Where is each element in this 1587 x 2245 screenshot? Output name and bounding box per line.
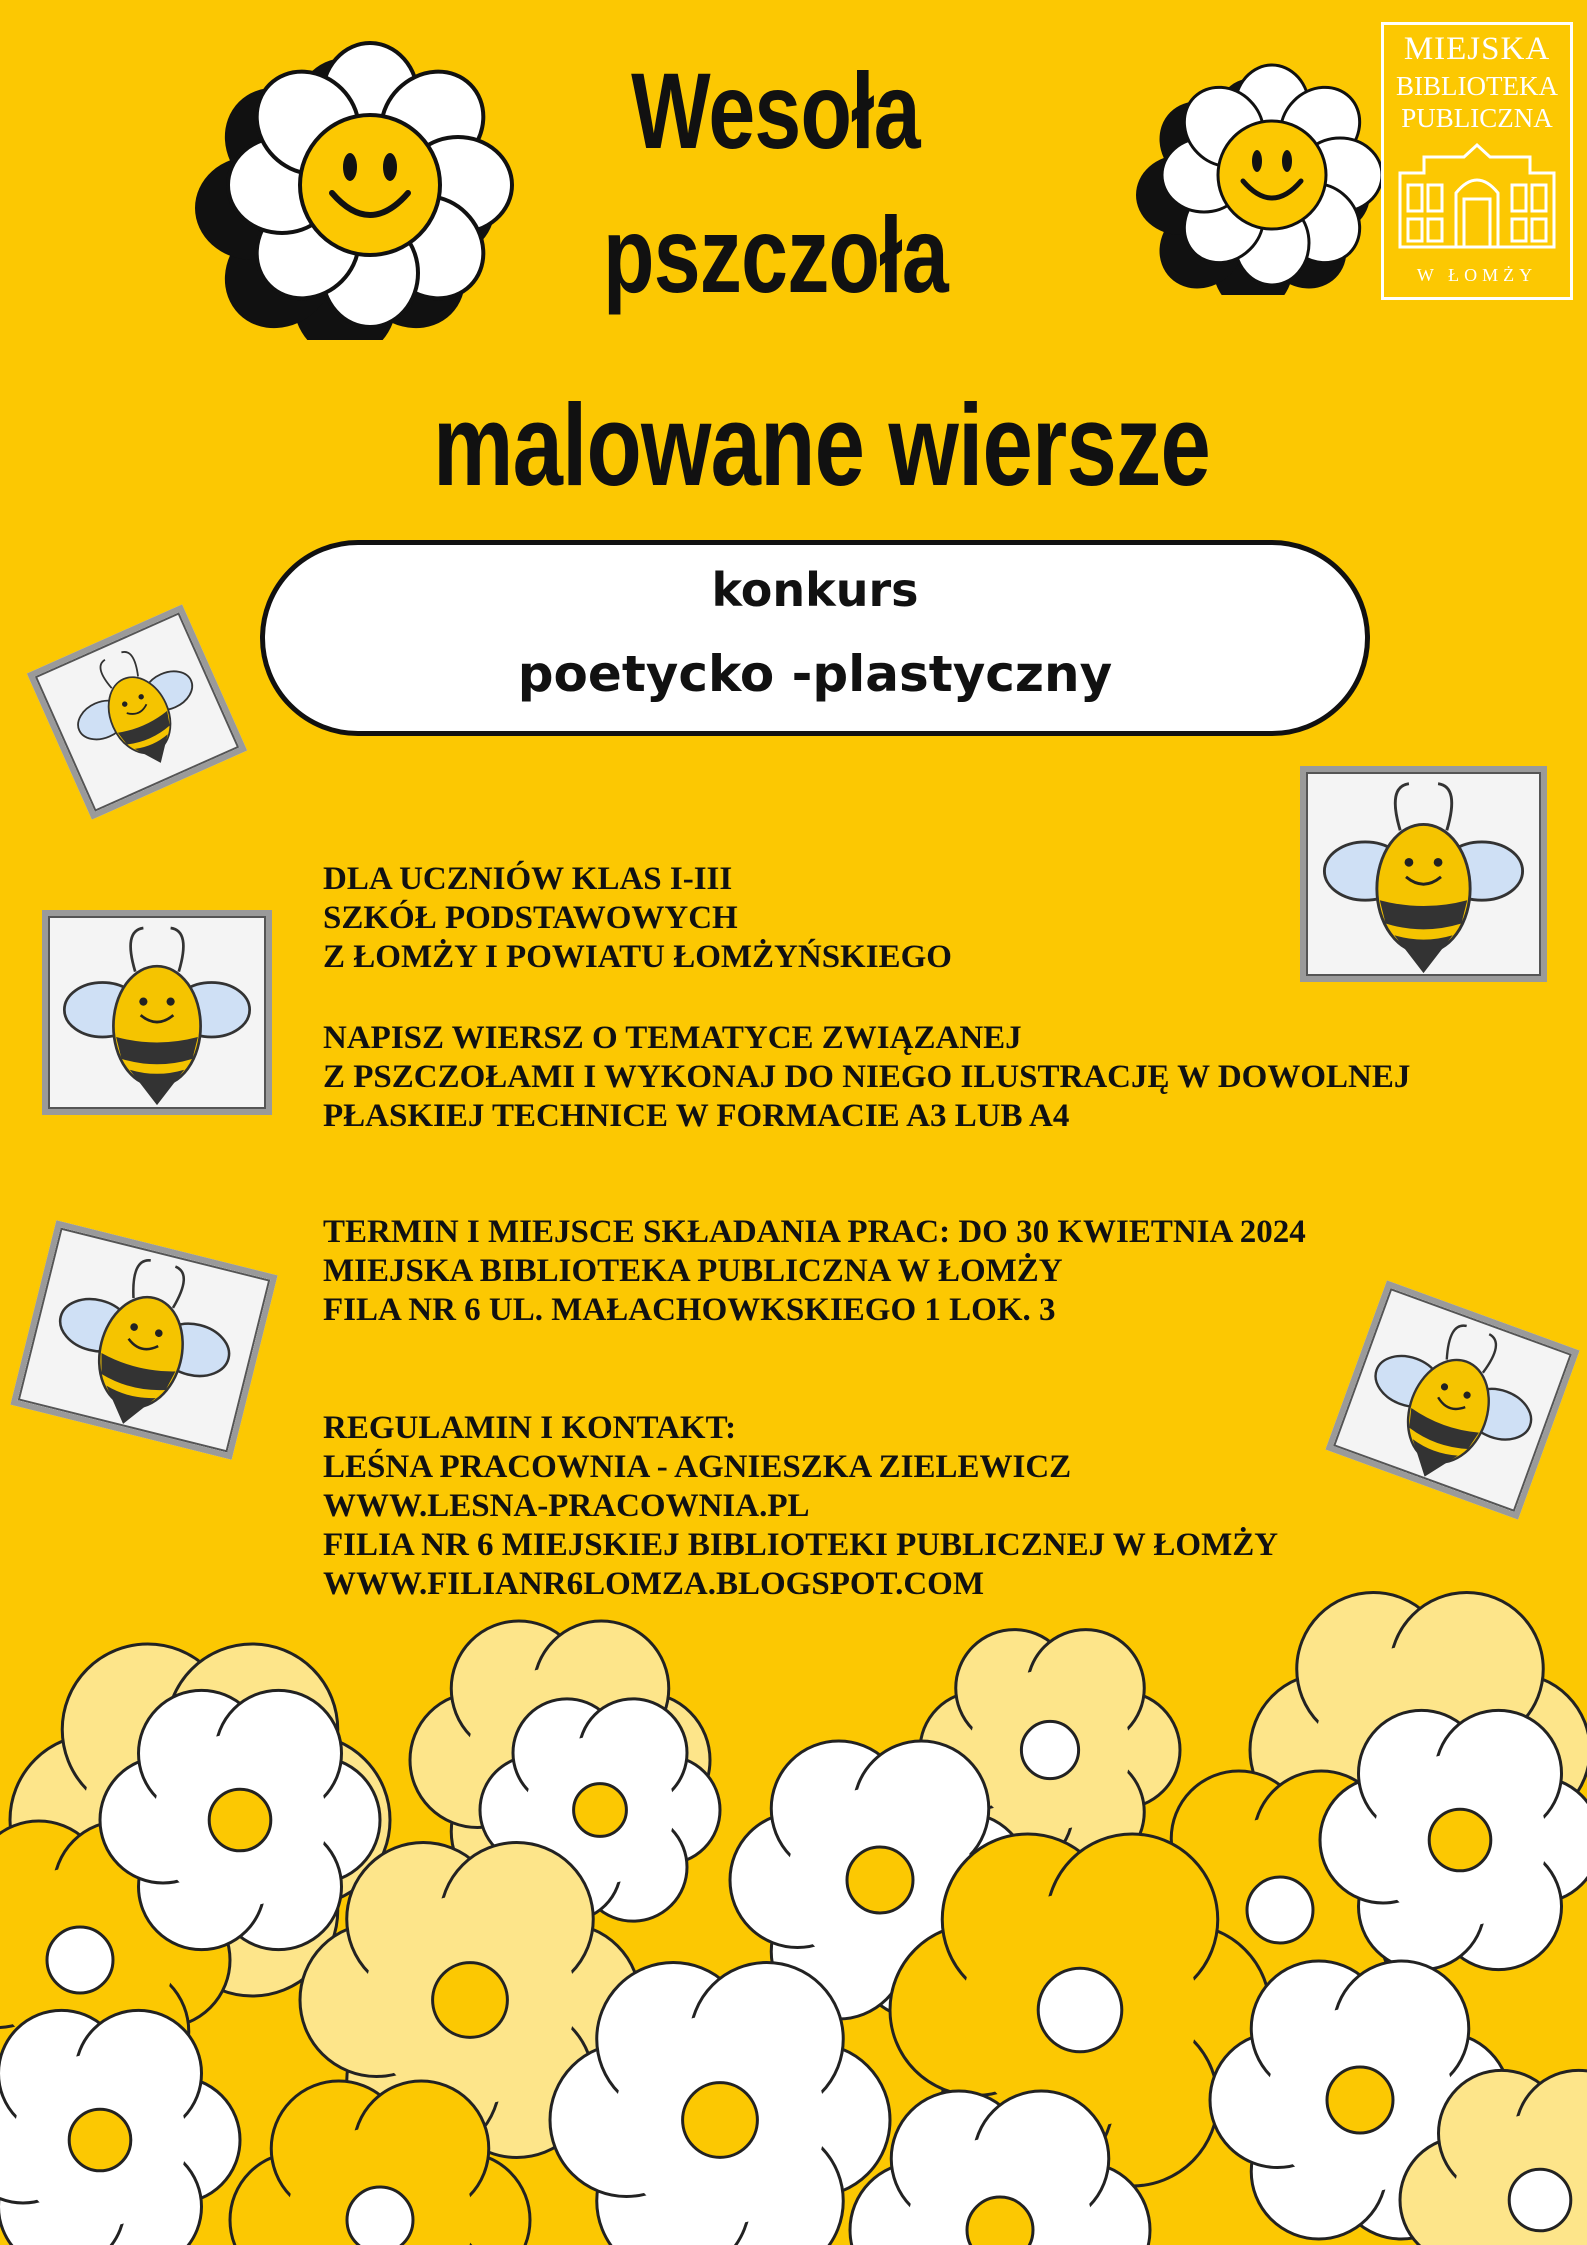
logo-line: PUBLICZNA [1401,103,1553,133]
bee-card [42,910,272,1115]
contact-line: REGULAMIN I KONTAKT: [323,1410,737,1446]
audience-line: SZKÓŁ PODSTAWOWYCH [323,900,738,936]
task-block [323,1019,1410,1136]
bee-icon [35,616,229,805]
audience-line: Z ŁOMŻY I POWIATU ŁOMŻYŃSKIEGO [323,939,952,975]
task-line: PŁASKIEJ TECHNICE W FORMACIE A3 LUB A4 [323,1098,1070,1134]
subtitle-line-1: konkurs [711,563,919,617]
contact-line: WWW.LESNA-PRACOWNIA.PL [323,1488,810,1524]
deadline-line: TERMIN I MIEJSCE SKŁADANIA PRAC: DO 30 KWIETNIA 2024 [323,1214,1306,1250]
contact-line: LEŚNA PRACOWNIA - AGNIESZKA ZIELEWICZ [323,1449,1072,1485]
bee-card [10,1220,277,1460]
logo-line: W ŁOMŻY [1416,265,1538,285]
library-logo [1381,22,1573,300]
contact-line: FILIA NR 6 MIEJSKIEJ BIBLIOTEKI PUBLICZNEJ W ŁOMŻY [323,1527,1279,1563]
flower-field [0,1580,1587,2245]
title-line-2: pszczoła [603,194,948,315]
bee-card [1325,1280,1579,1519]
deadline-line: FILA NR 6 UL. MAŁACHOWKSKIEGO 1 LOK. 3 [323,1292,1056,1328]
task-line: NAPISZ WIERSZ O TEMATYCE ZWIĄZANEJ [323,1020,1022,1056]
audience-block [323,860,952,977]
flower-icon [100,1690,380,1949]
library-building-icon [1394,137,1560,255]
bee-icon [1306,772,1541,976]
subtitle-line-2: poetycko -plastyczny [517,645,1113,703]
bee-card [1300,766,1547,982]
logo-line: BIBLIOTEKA [1396,71,1558,101]
bee-card [27,604,247,819]
logo-line: MIEJSKA [1403,31,1551,67]
contact-block [323,1409,1278,1604]
audience-line: DLA UCZNIÓW KLAS I-III [323,861,733,897]
title-line-3: malowane wiersze [432,380,1211,510]
task-line: Z PSZCZOŁAMI I WYKONAJ DO NIEGO ILUSTRACJĘ W DOWOLNEJ [323,1059,1411,1095]
contact-line: WWW.FILIANR6LOMZA.BLOGSPOT.COM [323,1566,984,1602]
bee-icon [18,1228,271,1453]
deadline-line: MIEJSKA BIBLIOTEKA PUBLICZNA W ŁOMŻY [323,1253,1063,1289]
bee-icon [48,916,266,1109]
title-line-1: Wesoła [631,50,920,171]
deadline-block [323,1213,1306,1330]
bee-icon [1333,1288,1572,1512]
subtitle-box [260,540,1370,736]
flower-icon [0,2010,240,2245]
